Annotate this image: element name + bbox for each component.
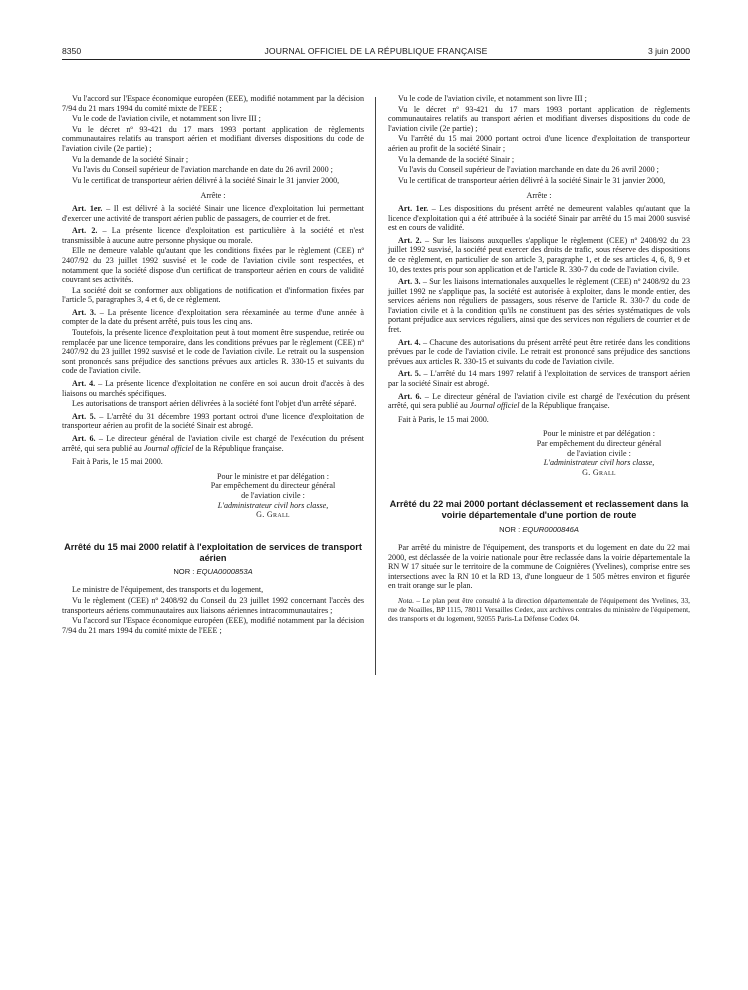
article-label: Art. 1er. (72, 203, 103, 213)
article-text: – Sur les liaisons internationales auxquelles le règlement (CEE) nº 2408/92 du 23 juillet 1992 ne s'applique pas, la société est autorisée à exploiter, dans le monde entier, des services aériens non réguliers de passagers, sous réserve de l'article R. 330-7 du code de l'aviation civile et à la condition qu'ils ne constituent pas des séries systématiques de vols portant préjudice aux services réguliers, ainsi que des services non réguliers de courrier et de fret. (388, 277, 691, 335)
column-divider (375, 97, 376, 675)
article (62, 308, 364, 327)
signature-line: Par empêchement du directeur général (210, 481, 336, 491)
visa: Vu la demande de la société Sinair ; (72, 154, 189, 164)
nota (388, 597, 690, 624)
article (388, 236, 690, 274)
signature-line: Pour le ministre et par délégation : (217, 471, 329, 481)
place-date: Fait à Paris, le 15 mai 2000. (398, 414, 489, 424)
article-paragraph: La société doit se conformer aux obligations de notification et d'information fixées par l'article 5, paragraphes 3, 4 et 6, de ce règlement. (62, 285, 364, 305)
article (62, 226, 364, 245)
visa: Vu le décret nº 93-421 du 17 mars 1993 portant application de règlements communautaires relatifs au transport aérien et modifiant diverses dispositions du code de l'aviation civile (2e partie) ; (62, 124, 364, 153)
article (388, 277, 690, 335)
article-paragraph: Toutefois, la présente licence d'exploitation peut à tout moment être suspendue, retirée ou remplacée par une licence temporaire, dans les conditions prévues par le règlement (CEE) nº 2407/92 du 23 juillet 1992 susvisé et le code de l'aviation civile. Le retrait ou la suspension sont prononcés sans préjudice des sanctions prévues aux articles R. 330-15 et suivants du code de l'aviation civile. (62, 328, 364, 376)
visa: Vu la demande de la société Sinair ; (398, 154, 515, 164)
article-text: – L'arrêté du 14 mars 1997 relatif à l'exploitation de services de transport aérien par la société Sinair est abrogé. (388, 369, 690, 389)
signature-title: L'administrateur civil hors classe, (543, 458, 655, 468)
article-text: – Sur les liaisons auxquelles s'applique le règlement (CEE) nº 2408/92 du 23 juillet 1992 susvisé, la société peut exercer des droits de trafic, sous réserve des dispositions de ce règlement, en particulier de son article 3, paragraphe 1, et de ses articles 4, 6, 8, 9 et 10, des textes pris pour son application et de l'article R. 330-7 du code de l'aviation civile. (388, 235, 691, 274)
article (62, 204, 364, 223)
article-label: Art. 4. (398, 337, 421, 347)
signature-block (62, 472, 364, 520)
visa: Vu le décret nº 93-421 du 17 mars 1993 portant application de règlements communautaires relatifs au transport aérien et modifiant diverses dispositions du code de l'aviation civile (2e partie) ; (388, 104, 690, 133)
article-text: – La présente licence d'exploitation ne confère en soi aucun droit d'accès à des liaisons ou marchés spécifiques. (62, 379, 364, 398)
visa: Vu le certificat de transporteur aérien délivré à la société Sinair le 31 janvier 2000, (398, 175, 666, 185)
place-date: Fait à Paris, le 15 mai 2000. (72, 457, 163, 467)
header-rule (62, 59, 690, 60)
article-text: – Le directeur général de l'aviation civile est chargé de l'exécution du présent arrêté, qui sera publié au (388, 391, 691, 411)
arrete-label: Arrête : (200, 191, 226, 201)
left-column (62, 94, 364, 636)
visa: Vu le règlement (CEE) nº 2408/92 du Conseil du 23 juillet 1992 concernant l'accès des transporteurs aériens communautaires aux liaisons aériennes intracommunautaires ; (62, 595, 364, 615)
signature-line: de l'aviation civile : (241, 490, 305, 500)
article-label: Art. 1er. (398, 203, 429, 213)
article-text: – Il est délivré à la société Sinair une licence d'exploitation lui permettant d'exercer une activité de transport aérien public de passagers, de courrier et de fret. (62, 203, 364, 223)
visa: Vu le code de l'aviation civile, et notamment son livre III ; (398, 94, 587, 103)
article-text: – Les dispositions du présent arrêté ne demeurent valables qu'autant que la licence d'exploitation qui a été attribuée à la société Sinair par arrêté du 15 mai 2000 susvisé est en cours de validité. (388, 203, 690, 233)
visa: Le ministre de l'équipement, des transports et du logement, (72, 585, 264, 595)
page-number: 8350 (62, 46, 82, 56)
section-title: Arrêté du 15 mai 2000 relatif à l'exploitation de services de transport aérien (64, 541, 362, 563)
article-label: Art. 3. (72, 307, 97, 317)
article-label: Art. 5. (398, 369, 421, 379)
journal-title: JOURNAL OFFICIEL DE LA RÉPUBLIQUE FRANÇAISE (264, 46, 488, 56)
article-text: – L'arrêté du 31 décembre 1993 portant octroi d'une licence d'exploitation de transporteur aérien au profit de la société Sinair est abrogé. (62, 411, 364, 431)
article-paragraph: Les autorisations de transport aérien délivrées à la société font l'objet d'un arrêté séparé. (72, 399, 357, 409)
issue-date: 3 juin 2000 (647, 46, 690, 56)
journal-officiel-ref: Journal officiel (143, 443, 194, 453)
article-label: Art. 6. (398, 391, 422, 401)
section-title: Arrêté du 22 mai 2000 portant déclassement et reclassement dans la voirie départementale d'une portion de route (389, 499, 689, 521)
article (62, 434, 364, 453)
nota-text: – Le plan peut être consulté à la direction départementale de l'équipement des Yvelines, 33, rue de Noailles, BP 1115, 78011 Versailles Cedex, aux archives centrales du ministère de l'équipement, des transports et du logement, 92055 Paris-La Défense Codex 04. (388, 595, 690, 623)
nor-code: EQUR0000846A (522, 524, 579, 534)
nor-label: NOR : (173, 567, 197, 577)
page-header (62, 46, 690, 60)
nor-reference (62, 567, 364, 576)
article (62, 412, 364, 431)
article-label: Art. 2. (398, 235, 422, 245)
decision-body: Par arrêté du ministre de l'équipement, des transports et du logement en date du 22 mai 2000, est déclassée de la voirie nationale pour être reclassée dans la voirie départementale la RN W 17 située sur le territoire de la commune de Coignières (Yvelines), comprise entre ses intersections avec la RN 10 et la RD 13, d'une longueur de 1 505 mètres environ et figurée en trait orange sur le plan. (388, 542, 690, 591)
article-text-end: de la République française. (519, 401, 610, 411)
article-text: – Le directeur général de l'aviation civile est chargé de l'exécution du présent arrêté, qui sera publié au (62, 434, 365, 453)
signature-line: Par empêchement du directeur général (536, 439, 662, 448)
article (388, 204, 690, 233)
visa: Vu l'avis du Conseil supérieur de l'aviation marchande en date du 26 avril 2000 ; (72, 165, 333, 175)
article-text: – Chacune des autorisations du présent arrêté peut être retirée dans les conditions prévues par le code de l'aviation civile. Le retrait est prononcé sans préjudice des sanctions prévues aux articles R. 330-15 et suivants du code de l'aviation civile. (388, 337, 690, 366)
arrete-label: Arrête : (526, 191, 552, 201)
visa: Vu le certificat de transporteur aérien délivré à la société Sinair le 31 janvier 2000, (72, 175, 340, 185)
article-text: – La présente licence d'exploitation est particulière à la société et n'est transmissible à aucune autre personne physique ou morale. (62, 226, 364, 245)
signature-line: de l'aviation civile : (567, 448, 631, 458)
article (62, 379, 364, 398)
article-text: – La présente licence d'exploitation sera réexaminée au terme d'une année à compter de la date du présent arrêté, puis tous les cinq ans. (62, 307, 364, 327)
signature-block (388, 429, 690, 477)
nor-code: EQUA0000853A (196, 567, 253, 577)
article-paragraph: Elle ne demeure valable qu'autant que les conditions fixées par le règlement (CEE) nº 2407/92 du 23 juillet 1992 susvisé et le code de l'aviation civile sont respectées, et notamment que la société dispose d'un certificat de transporteur aérien en cours de validité couvrant ses activités. (62, 246, 364, 285)
nor-reference (388, 525, 690, 534)
visa: Vu l'accord sur l'Espace économique européen (EEE), modifié notamment par la décision 7/94 du 21 mars 1994 du comité mixte de l'EEE ; (62, 616, 364, 635)
article-label: Art. 4. (72, 379, 96, 389)
signatory-name: G. Grall (582, 467, 616, 477)
article-label: Art. 6. (72, 434, 96, 443)
article (388, 338, 690, 367)
article (388, 392, 690, 411)
article (388, 369, 690, 388)
visa: Vu l'avis du Conseil supérieur de l'aviation marchande en date du 26 avril 2000 ; (398, 165, 659, 175)
visa: Vu l'arrêté du 15 mai 2000 portant octroi d'une licence d'exploitation de transporteur aérien au profit de la société Sinair ; (388, 134, 690, 153)
nota-label: Nota. (398, 595, 415, 605)
article-text-end: de la République française. (193, 443, 284, 453)
journal-officiel-ref: Journal officiel (469, 401, 520, 411)
visa: Vu le code de l'aviation civile, et notamment son livre III ; (72, 114, 261, 124)
signatory-name: G. Grall (256, 510, 290, 520)
visa: Vu l'accord sur l'Espace économique européen (EEE), modifié notamment par la décision 7/94 du 21 mars 1994 du comité mixte de l'EEE ; (62, 94, 364, 113)
signature-title: L'administrateur civil hors classe, (217, 500, 329, 510)
signature-line: Pour le ministre et par délégation : (543, 429, 655, 439)
article-label: Art. 2. (72, 226, 98, 236)
right-column (388, 94, 690, 625)
article-label: Art. 5. (72, 411, 96, 421)
nor-label: NOR : (499, 524, 523, 534)
article-label: Art. 3. (398, 277, 421, 287)
